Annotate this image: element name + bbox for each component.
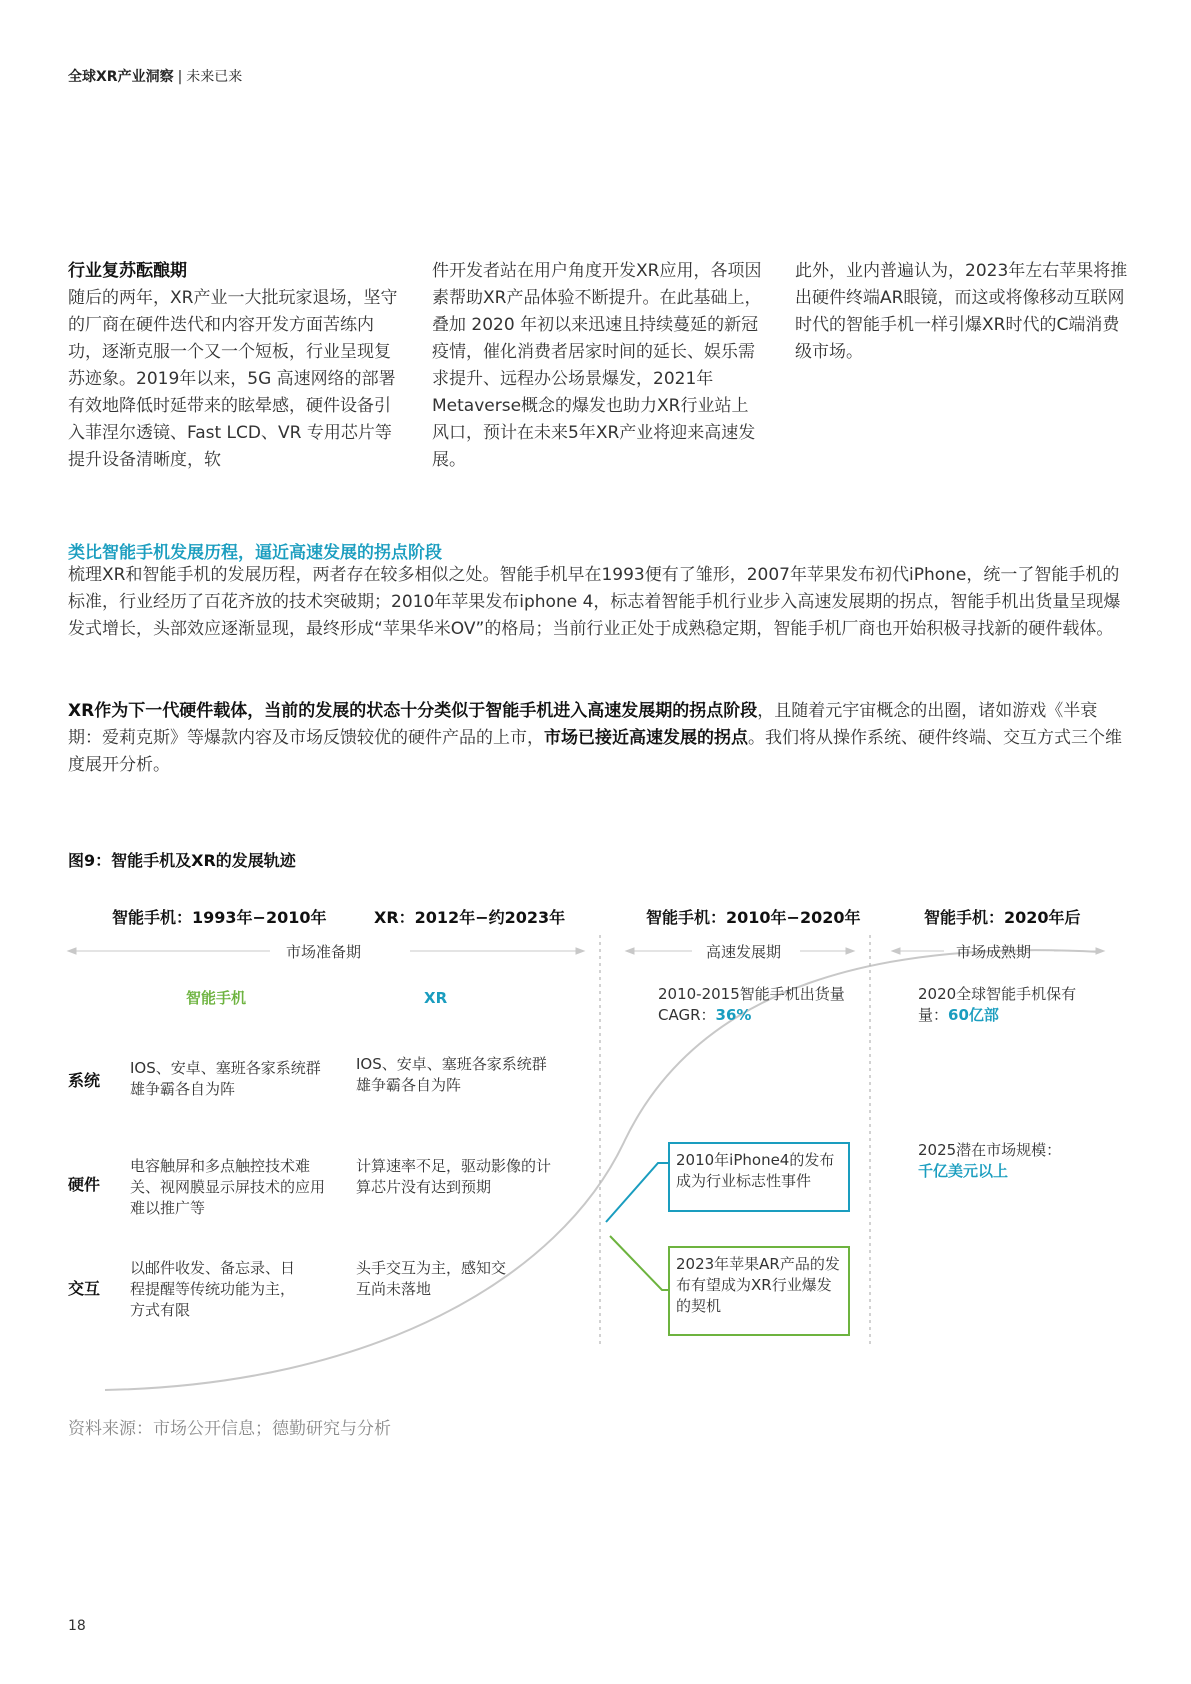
phase-label-prep: 市场准备期 [286,943,362,961]
row-label-hardware: 硬件 [68,1175,101,1194]
figure-title: 图9：智能手机及XR的发展轨迹 [68,851,296,870]
stat-value: 36% [715,1006,752,1024]
column-label-phone: 智能手机 [186,989,247,1007]
connector-green [610,1236,668,1290]
cell-xr-hardware: 计算速率不足，驱动影像的计算芯片没有达到预期 [356,1157,552,1196]
column-text: 件开发者站在用户角度开发XR应用，各项因素帮助XR产品体验不断提升。在此基础上，叠加 2020 年初以来迅速且持续蔓延的新冠疫情，催化消费者居家时间的延长、娱乐需求提升、远程办公场景爆发，2021年Metaverse概念的爆发也助力XR行业站上风口，预计在未来5年XR产业将迎来高速发展。 [432,261,762,470]
phase-label-growth: 高速发展期 [706,943,782,961]
stat-text: 2010-2015智能手机出货量CAGR： [658,985,845,1024]
section-body: 梳理XR和智能手机的发展历程，两者存在较多相似之处。智能手机早在1993便有了雏形，2007年苹果发布初代iPhone，统一了智能手机的标准，行业经历了百花齐放的技术突破期；2010年苹果发布iphone 4，标志着智能手机行业步入高速发展期的拐点，智能手机出货量呈现爆发式增长，头部效应逐渐显现，最终形成“苹果华米OV”的格局；当前行业正处于成熟稳定期，智能手机厂商也开始积极寻找新的硬件载体。 [68,565,1121,639]
header-separator: | [177,69,183,85]
cell-phone-interaction: 以邮件收发、备忘录、日程提醒等传统功能为主，方式有限 [130,1259,296,1319]
report-title: 全球XR产业洞察 [68,69,174,85]
header-phone-early: 智能手机：1993年−2010年 [112,908,327,927]
body-text: 。我们将从操作系统、硬件终端、交互方式三个维度展开分析。 [68,728,1122,775]
market-potential [918,1140,1098,1182]
section-title: 类比智能手机发展历程，逼近高速发展的拐点阶段 [68,543,442,563]
potential-value: 千亿美元以上 [918,1162,1009,1180]
growth-stat [658,984,848,1026]
header-phone-growth: 智能手机：2010年−2020年 [646,908,861,927]
body-text: ，且随着元宇宙概念的出圈，诸如游戏《半衰期：爱莉克斯》等爆款内容及市场反馈较优的硬件产品的上市， [68,701,1098,748]
column-text: 此外，业内普遍认为，2023年左右苹果将推出硬件终端AR眼镜，而这或将像移动互联网时代的智能手机一样引爆XR时代的C端消费级市场。 [795,261,1128,362]
page-number: 18 [68,1618,86,1634]
cell-phone-system: IOS、安卓、塞班各家系统群雄争霸各自为阵 [130,1059,321,1098]
header-xr: XR：2012年−约2023年 [374,908,566,927]
row-label-system: 系统 [68,1071,101,1090]
row-label-interaction: 交互 [68,1279,101,1298]
cell-xr-system: IOS、安卓、塞班各家系统群雄争霸各自为阵 [356,1055,547,1094]
header-phone-mature: 智能手机：2020年后 [924,908,1081,927]
callout-iphone4: 2010年iPhone4的发布成为行业标志性事件 [668,1142,850,1212]
phase-label-mature: 市场成熟期 [956,943,1032,961]
section-heading: 行业复苏酝酿期 [68,261,187,281]
column-text: 随后的两年，XR产业一大批玩家退场，坚守的厂商在硬件迭代和内容开发方面苦练内功，逐渐克服一个又一个短板，行业呈现复苏迹象。2019年以来，5G 高速网络的部署有效地降低时延带来的眩晕感，硬件设备引入菲涅尔透镜、Fast LCD、VR 专用芯片等提升设备清晰度，软 [68,288,398,470]
potential-text: 2025潜在市场规模： [918,1141,1062,1159]
report-subtitle: 未来已来 [186,69,243,85]
stat-value: 60亿部 [948,1006,999,1024]
callout-apple-ar: 2023年苹果AR产品的发布有望成为XR行业爆发的契机 [668,1246,850,1336]
source-note: 资料来源：市场公开信息；德勤研究与分析 [68,1419,391,1439]
column-label-xr: XR [424,989,448,1007]
emphasis-text: XR作为下一代硬件载体，当前的发展的状态十分类似于智能手机进入高速发展期的拐点阶段 [68,701,758,721]
cell-phone-hardware: 电容触屏和多点触控技术难关、视网膜显示屏技术的应用难以推广等 [130,1157,326,1217]
emphasis-text: 市场已接近高速发展的拐点 [544,728,748,748]
stat-text: 2020全球智能手机保有量： [918,985,1077,1024]
mature-stat [918,984,1078,1026]
connector-blue [606,1163,668,1222]
cell-xr-interaction: 头手交互为主，感知交互尚未落地 [356,1259,507,1298]
